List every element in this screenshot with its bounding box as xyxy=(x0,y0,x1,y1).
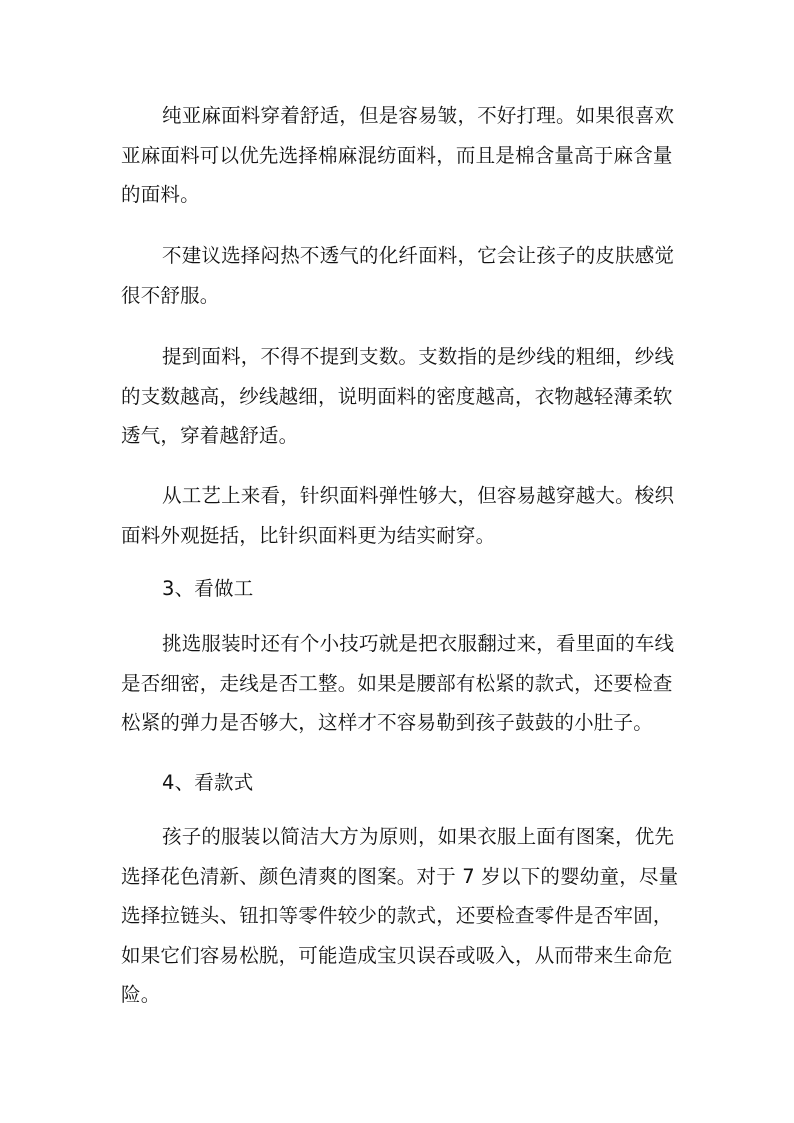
text-line: 松紧的弹力是否够大，这样才不容易勒到孩子鼓鼓的小肚子。 xyxy=(121,711,653,734)
paragraph-yarn-count xyxy=(121,337,681,456)
text-line: 是否细密，走线是否工整。如果是腰部有松紧的款式，还要检查 xyxy=(121,671,673,695)
section-heading-style xyxy=(121,763,681,803)
text-line: 的支数越高，纱线越细，说明面料的密度越高，衣物越轻薄柔软 xyxy=(121,384,673,408)
heading-text: 4、看款式 xyxy=(162,771,254,794)
text-line: 的面料。 xyxy=(121,183,200,206)
text-line: 如果它们容易松脱，可能造成宝贝误吞或吸入，从而带来生命危 xyxy=(121,943,673,967)
section-heading-workmanship xyxy=(121,569,681,609)
text-line: 纯亚麻面料穿着舒适，但是容易皱，不好打理。如果很喜欢 xyxy=(162,104,675,127)
text-line: 选择拉链头、钮扣等零件较少的款式，还要检查零件是否牢固， xyxy=(121,904,673,927)
text-line: 提到面料，不得不提到支数。支数指的是纱线的粗细，纱线 xyxy=(162,345,675,368)
paragraph-synthetic-fabric xyxy=(121,236,681,315)
text-line: 不建议选择闷热不透气的化纤面料，它会让孩子的皮肤感觉 xyxy=(162,244,675,267)
paragraph-stitching xyxy=(121,624,681,743)
paragraph-linen-fabric xyxy=(121,96,681,215)
text-line: 透气，穿着越舒适。 xyxy=(121,424,299,447)
text-line: 孩子的服装以简洁大方为原则，如果衣服上面有图案，优先 xyxy=(162,825,675,848)
text-line: 挑选服装时还有个小技巧就是把衣服翻过来，看里面的车线 xyxy=(162,632,675,655)
heading-text: 3、看做工 xyxy=(162,577,254,600)
text-line: 从工艺上来看，针织面料弹性够大，但容易越穿越大。梭织 xyxy=(162,484,675,507)
text-line: 选择花色清新、颜色清爽的图案。对于 7 岁以下的婴幼童，尽量 xyxy=(121,864,679,888)
text-line: 亚麻面料可以优先选择棉麻混纺面料，而且是棉含量高于麻含量 xyxy=(121,143,673,167)
paragraph-knit-woven xyxy=(121,476,681,555)
paragraph-design-safety xyxy=(121,817,681,1015)
text-line: 很不舒服。 xyxy=(121,283,220,307)
text-line: 险。 xyxy=(121,983,161,1006)
text-line: 面料外观挺括，比针织面料更为结实耐穿。 xyxy=(121,523,496,547)
